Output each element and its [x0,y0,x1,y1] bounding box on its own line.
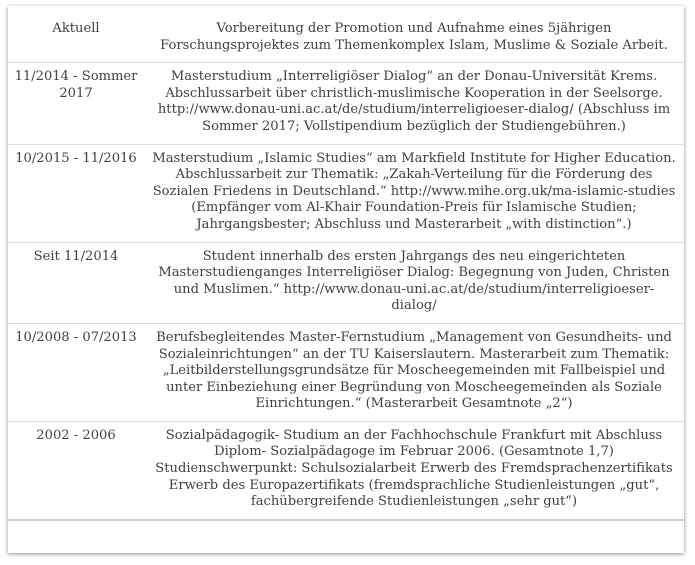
table-row [8,242,684,323]
education-table [8,14,684,521]
table-row [8,323,684,421]
row-date: Aktuell [52,21,100,36]
table-row [8,63,684,144]
row-date: Seit 11/2014 [33,248,119,264]
table-row [8,14,684,63]
row-date: 10/2008 - 07/2013 [15,329,137,345]
row-date: 10/2015 - 11/2016 [15,150,137,166]
table-row [8,144,684,242]
row-description: Vorbereitung der Promotion und Aufnahme eines 5jährigen Forschungsprojektes zum Themenkomplex Islam, Muslime & Soziale Arbeit. [160,21,668,53]
table-row [8,421,684,519]
row-description: Masterstudium „Islamic Studies“ am Markfield Institute for Higher Education. Abschlussarbeit zur Thematik: „Zakah-Verteilung für die Förderung des Sozialen Friedens in Deutschland.“ http://www.mihe.org.uk/ma-islamic-studies (Empfänger vom Al-Khair Foundation-Preis für Islamische Studien; Jahrgangsbester; Abschluss und Masterarbeit „with distinction“.) [152,150,676,232]
row-description: Berufsbegleitendes Master-Fernstudium „Management von Gesundheits- und Sozialeinrichtungen“ an der TU Kaiserslautern. Masterarbeit zum Thematik: „Leitbilderstellungsgrundsätze für Moscheegemeinden mit Fallbeispiel und unter Einbeziehung einer Begründung von Moscheegemeinden als Soziale Einrichtungen.“ (Masterarbeit Gesamtnote „2“) [156,329,672,412]
cv-table-card [8,6,684,553]
row-date: 2002 - 2006 [36,427,116,443]
row-description: Masterstudium „Interreligiöser Dialog“ an der Donau-Universität Krems. Abschlussarbeit über christlich-muslimische Kooperation in der Seelsorge. http://www.donau-uni.ac.at/de/studium/interreligioeser-dialog/ (Abschluss im Sommer 2017; Vollstipendium bezüglich der Studiengebühren.) [157,69,671,134]
row-date: 11/2014 - Sommer 2017 [14,69,138,101]
row-description: Sozialpädagogik- Studium an der Fachhochschule Frankfurt mit Abschluss Diplom- Sozialpädagoge im Februar 2006. (Gesamtnote 1,7) Studienschwerpunkt: Schulsozialarbeit Erwerb des Fremdsprachenzertifikats Erwerb des Europazertifikats (fremdsprachliche Studienleistungen „gut“, fachübergreifende Studienleistungen „sehr gut“) [155,427,673,510]
row-description: Student innerhalb des ersten Jahrgangs des neu eingerichteten Masterstudienganges Interreligiöser Dialog: Begegnung von Juden, Christen und Muslimen.“ http://www.donau-uni.ac.at/de/studium/interreligioeser-dialog/ [158,248,670,314]
